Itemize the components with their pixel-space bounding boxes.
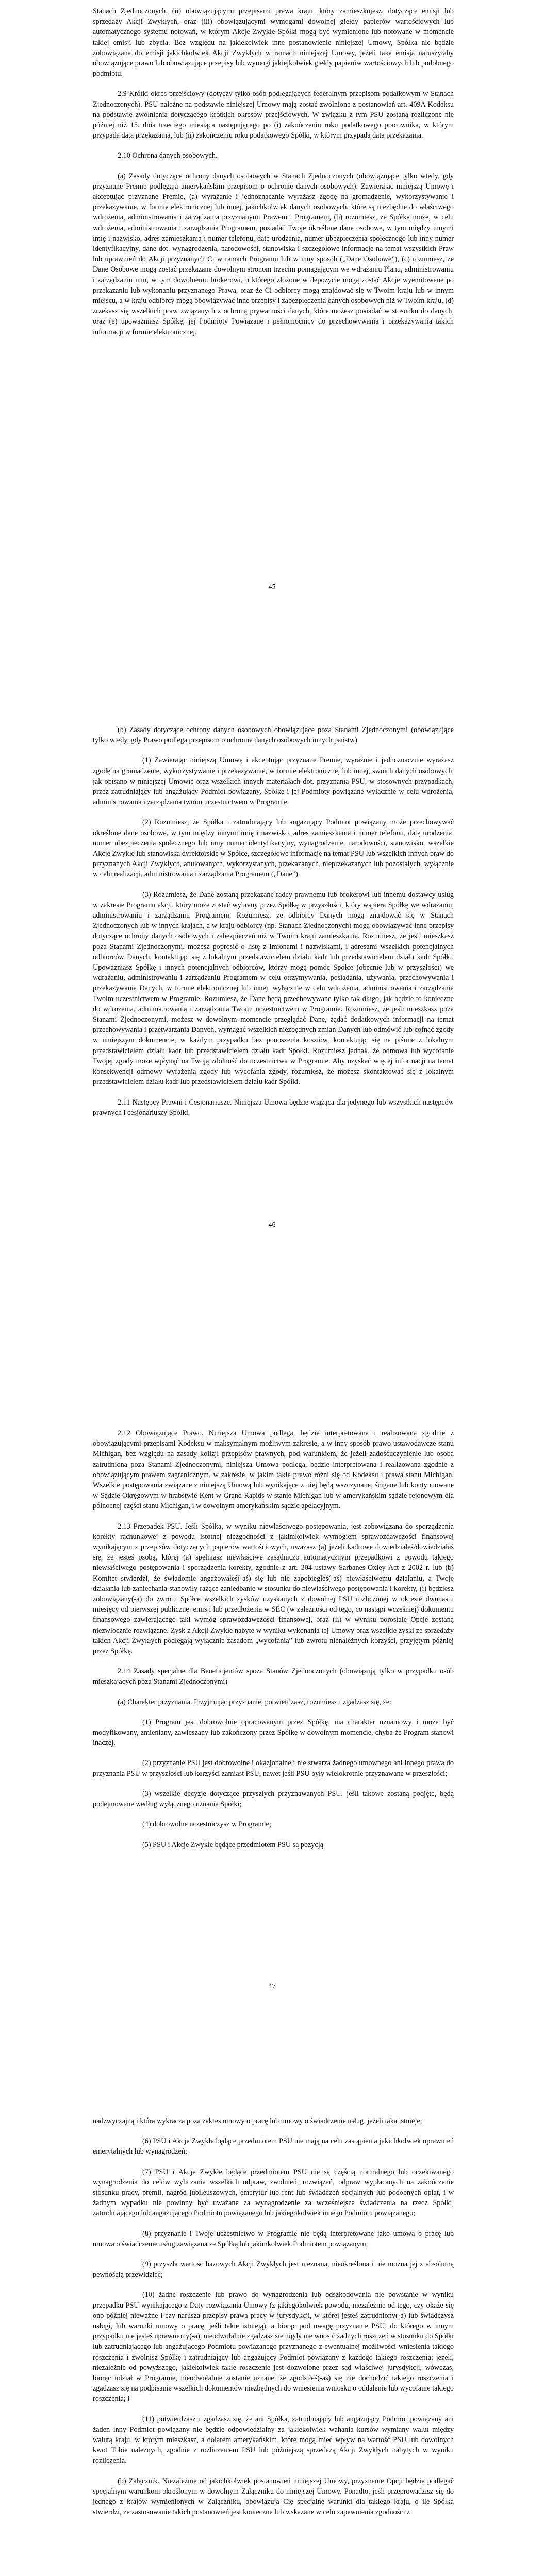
section-2-14-b: (b) Załącznik. Niezależnie od jakichkolwiek postanowień niniejszej Umowy, przyznanie Opcji będzie podlegać specjalnym warunkom określonym w dowolnym Załączniku do niniejszej Umowy. Ponadto, jeśli przeprowadzisz się do jednego z krajów wymienionych w Załączniku, obowiązują Cię specjalne warunki dla takiego kraju, o ile Spółka stwierdzi, że zastosowanie takich postanowień jest konieczne lub wskazane w celu zapewnienia zgodności z — [93, 2477, 454, 2517]
item-2: (2) przyznanie PSU jest dobrowolne i okazjonalne i nie stwarza żadnego umownego ani innego prawa do przyznania PSU w przyszłości lub korzyści zamiast PSU, nawet jeśli PSU były wielokrotnie przyznawane w przeszłości; — [93, 1759, 454, 1778]
document-page-2 — [0, 703, 544, 1406]
page-number: 47 — [268, 1982, 276, 1990]
clause-2: (2) Rozumiesz, że Spółka i zatrudniający lub angażujący Podmiot powiązany może przechowywać określone dane osobowe, w tym między innymi imię i nazwisko, adres zamieszkania i numer telefonu, datę urodzenia, numer ubezpieczenia społecznego lub inny numer identyfikacyjny, wynagrodzenie, narodowości, stanowisko, wszelkie Akcje Zwykłe lub stanowiska dyrektorskie w Spółce, szczegółowe informacje na temat PSU lub wszelkich innych praw do przyznanych Akcji Zwykłych, anulowanych, wykorzystanych, przekazanych, nieprzekazanych lub pozostałych, wyłącznie w celu realizacji, administrowania i zarządzania Programem („Dane”). — [93, 818, 454, 879]
document-page-4 — [0, 2110, 544, 2576]
section-2-14-heading: 2.14 Zasady specjalne dla Beneficjentów spoza Stanów Zjednoczonych (obowiązują tylko w przypadku osób mieszkających poza Stanami Zjednoczonymi) — [93, 1667, 454, 1686]
item-3: (3) wszelkie decyzje dotyczące przyszłych przyznawanych PSU, jeśli takowe zostaną podjęte, będą podejmowane według wyłącznego uznania Spółki; — [93, 1789, 454, 1809]
item-4: (4) dobrowolne uczestniczysz w Programie; — [142, 1820, 271, 1829]
page-number: 46 — [268, 1221, 276, 1229]
item-5-continued: nadzwyczajną i która wykracza poza zakres umowy o pracę lub umowy o świadczenie usług, jeżeli taka istnieje; — [93, 2117, 422, 2125]
item-1: (1) Program jest dobrowolnie opracowanym przez Spółkę, ma charakter uznaniowy i może być modyfikowany, zmieniany, zawieszany lub zakończony przez Spółkę w dowolnym momencie, chyba że Program stanowi inaczej, — [93, 1718, 454, 1748]
section-2-10-heading: 2.10 Ochrona danych osobowych. — [118, 151, 218, 160]
section-2-10-a: (a) Zasady dotyczące ochrony danych osobowych w Stanach Zjednoczonych (obowiązujące tylko wtedy, gdy przyznane Premie podlegają amerykańskim przepisom o ochronie danych osobowych). Zawierając niniejszą Umowę i akceptując przyznane Premie, (a) wyrażanie i jednoznacznie wyrażasz zgodę na gromadzenie, wykorzystywanie i przekazywanie, w formie elektronicznej lub innej, jakichkolwiek danych osobowych, które są niezbędne do właściwego wdrożenia, administrowania i zarządzania przyznanymi Prawem i Programem, (b) rozumiesz, że Spółka może, w celu wdrożenia, administrowania i zarządzania Programem, posiadać Twoje określone dane osobowe, w tym między innymi imię i nazwisko, adres zamieszkania i numer telefonu, datę urodzenia, numer ubezpieczenia społecznego lub inny numer identyfikacyjny, dane dot. wynagrodzenia, narodowości, stanowiska i szczegółowe informacje na temat wszystkich Praw lub uprawnień do Akcji przyznanych Ci w ramach Programu lub w inny sposób („Dane Osobowe”), (c) rozumiesz, że Dane Osobowe mogą zostać przekazane dowolnym stronom trzecim pomagającym we wdrażaniu Planu, administrowaniu i zarządzaniu nim, w tym dowolnemu brokerowi, u którego złożone w depozycie mogą zostać Akcje wyemitowane po przekazaniu lub wykonaniu przyznanego Prawa, oraz że Ci odbiorcy mogą znajdować się w Twoim kraju lub w innym miejscu, a w kraju odbiorcy mogą obowiązywać inne przepisy i zabezpieczenia danych osobowych niż w Twoim kraju, (d) zrzekasz się wszelkich praw związanych z ochroną prywatności danych, które możesz posiadać w stosunku do danych, oraz (e) upoważniasz Spółkę, jej Podmioty Powiązane i pełnomocnicy do przechowywania i przekazywania takich informacji w formie elektronicznej. — [93, 172, 454, 336]
section-2-10-b: (b) Zasady dotyczące ochrony danych osobowych obowiązujące poza Stanami Zjednoczonymi (obowiązujące tylko wtedy, gdy Prawo podlega przepisom o ochronie danych osobowych innych państw) — [93, 726, 454, 745]
item-8: (8) przyznanie i Twoje uczestnictwo w Programie nie będą interpretowane jako umowa o pracę lub umowa o świadczenie usług zawiązana ze Spółką lub jakimkolwiek Podmiotem powiązanym; — [93, 2229, 454, 2248]
page-number: 45 — [268, 583, 276, 591]
item-11: (11) potwierdzasz i zgadzasz się, że ani Spółka, zatrudniający lub angażujący Podmiot powiązany ani żaden inny Podmiot powiązany nie będzie odpowiedzialny za jakiekolwiek wahania kursów wymiany walut między walutą kraju, w którym mieszkasz, a dolarem amerykańskim, które mogą mieć wpływ na wartość PSU lub dowolnych kwot Tobie należnych, zgodnie z rozliczeniem PSU lub późniejszą sprzedażą Akcji Zwykłych nabytych w wyniku rozliczenia. — [93, 2415, 454, 2465]
document-page-3 — [0, 1406, 544, 2110]
page-1-content — [93, 6, 454, 347]
section-2-11: 2.11 Następcy Prawni i Cesjonariusze. Niniejsza Umowa będzie wiążąca dla jedynego lub wszystkich następców prawnych i cesjonariuszy Spółki. — [93, 1098, 454, 1117]
section-2-13: 2.13 Przepadek PSU. Jeśli Spółka, w wyniku niewłaściwego postępowania, jest zobowiązana do sporządzenia korekty rachunkowej z powodu istotnej niezgodności z jakimkolwiek wymogiem sprawozdawczości finansowej wynikającym z przepisów dotyczących papierów wartościowych, uważasz (a) jeżeli kadrowe dowiedziałeś/dowiedziałaś się, że jesteś osobą, której (a) spełniasz niewłaściwe zasadniczo automatycznym przepadkowi z powodu takiego niewłaściwego postępowania i sporządzenia korekty, zgodnie z art. 304 ustawy Sarbanes-Oxley Act z 2002 r. lub (b) Komitet stwierdzi, że świadomie angażowałeś(-aś) się lub nie zapobiegłeś(-aś) niewłaściwemu działaniu, a Twoje działania lub zaniechania stanowiły rażące zaniedbanie w stosunku do niewłaściwego postępowania i korekty, (i) będziesz zobowiązany(-a) do zwrotu Spółce wszelkich zysków uzyskanych z dowolnej PSU rozliczonej w okresie dwunastu miesięcy od pierwszej publicznej emisji lub przedłożenia w SEC (w zależności od tego, co nastąpi wcześniej) dokumentu finansowego zawierającego taki wymóg sprawozdawczości finansowej, oraz (ii) w wyniku porostałe Opcje zostaną niezwłocznie rozwiązane. Zysk z Akcji Zwykłe nabyte w wyniku wykonania tej Umowy oraz wszelkie zyski ze sprzedaży takich Akcji Zwykłych podlegają wyłącznie zasadom „wycofania” lub zwrotu nienależnych korzyści, przyjętym później przez Spółkę. — [93, 1522, 454, 1656]
page-3-content — [93, 1428, 454, 1860]
clause-1: (1) Zawierając niniejszą Umowę i akceptując przyznane Premie, wyraźnie i jednoznacznie wyrażasz zgodę na gromadzenie, wykorzystywanie i przekazywanie, w formie elektronicznej lub innej, swoich danych osobowych, jak opisano w niniejszej Umowie oraz wszelkich innych materiałach dot. przyznania PSU, w stosownych przypadkach, przez zatrudniający lub angażujący Podmiot powiązany, Spółkę i jej Podmioty powiązane wyłącznie w celu wdrożenia, administrowania i zarządzania twoim uczestnictwem w Programie. — [93, 756, 454, 807]
document-page-1 — [0, 0, 544, 703]
page-4-content — [93, 2116, 454, 2528]
section-2-12: 2.12 Obowiązujące Prawo. Niniejsza Umowa podlega, będzie interpretowana i realizowana zgodnie z obowiązującymi przepisami Kodeksu w maksymalnym możliwym zakresie, a w inny sposób prawo ustawodawcze stanu Michigan, bez względu na zasady kolizji przepisów prawnych, pod warunkiem, że jeżeli zadośćuczynienie lub osoba zatrudniona poza Stanami Zjednoczonymi, niniejsza Umowa podlega, będzie interpretowana i realizowana zgodnie z obowiązującym prawem zagranicznym, w zakresie, w jakim takie prawo różni się od Kodeksu i prawa stanu Michigan. Wszelkie postępowania związane z niniejszą Umową lub wynikające z niej będą wszczynane, ścigane lub kontynuowane w Sądzie Okręgowym w hrabstwie Kent w Grand Rapids w stanie Michigan lub w amerykańskim sądzie rejonowym dla północnej części stanu Michigan, i w dowolnym amerykańskim sądzie apelacyjnym. — [93, 1429, 454, 1511]
paragraph: Stanach Zjednoczonych, (ii) obowiązującymi przepisami prawa kraju, który zamieszkujesz, dotyczące emisji lub sprzedaży Akcji Zwykłych, oraz (iii) obowiązującymi wymogami dowolnej giełdy papierów wartościowych lub automatycznego systemu notowań, w którym Akcje Zwykłe Spółki mogą być wymienione lub notowane w momencie takiej emisji lub zbycia. Bez względu na jakiekolwiek inne postanowienie niniejszej Umowy, Spółka nie będzie zobowiązana do emisji jakichkolwiek Akcji Zwykłych w ramach niniejszej Umowy, jeżeli taka emisja naruszyłaby obowiązujące prawo lub obowiązujące przepisy lub wymogi jakiejkolwiek giełdy papierów wartościowych lub podobnego podmiotu. — [93, 7, 454, 78]
section-2-9: 2.9 Krótki okres przejściowy (dotyczy tylko osób podlegających federalnym przepisom podatkowym w Stanach Zjednoczonych). PSU należne na podstawie niniejszej Umowy mają zostać zwolnione z postanowień art. 409A Kodeksu na podstawie zwolnienia dotyczącego krótkich okresów przejściowych. W związku z tym PSU zostaną rozliczone nie później niż 15. dnia trzeciego miesiąca następującego po (i) zakończeniu roku podatkowego pracownika, w którym przypada data przekazania, lub (ii) zakończeniu roku podatkowego Spółki, w którym przypada data przekazania. — [93, 90, 454, 140]
item-9: (9) przyszła wartość bazowych Akcji Zwykłych jest nieznana, nieokreślona i nie można jej z absolutną pewnością przewidzieć; — [93, 2260, 454, 2279]
clause-3: (3) Rozumiesz, że Dane zostaną przekazane radcy prawnemu lub brokerowi lub innemu dostawcy usług w zakresie Programu akcji, który może zostać wybrany przez Spółkę w przyszłości, który wspiera Spółkę we wdrażaniu, administrowaniu i zarządzaniu Programem. Rozumiesz, że odbiorcy Danych mogą znajdować się w Stanach Zjednoczonych lub w innych krajach, a w kraju odbiorcy (np. Stanach Zjednoczonych) mogą obowiązywać inne przepisy dotyczące ochrony danych osobowych i zabezpieczeń niż w Twoim kraju zamieszkania. Rozumiesz, że jeśli mieszkasz poza Stanami Zjednoczonymi, możesz poprosić o listę z imionami i nazwiskami, i adresami wszelkich potencjalnych odbiorców Danych, kontaktując się z lokalnym przedstawicielem działu kadr lub przedstawicielem działu kadr Spółki. Upoważniasz Spółkę i innych potencjalnych odbiorców, którzy mogą pomóc Spółce (obecnie lub w przyszłości) we wdrażaniu, administrowaniu i zarządzaniu Programem w celu otrzymywania, posiadania, używania, przechowywania i przekazywania Danych, w formie elektronicznej lub innej, wyłącznie w celu wdrożenia, administrowania i zarządzania Twoim uczestnictwem w Programie. Rozumiesz, że Dane będą przechowywane tylko tak długo, jak będzie to konieczne do wdrożenia, administrowania i zarządzania Twoim uczestnictwem w Programie. Rozumiesz, że jeśli mieszkasz poza Stanami Zjednoczonymi, możesz w dowolnym momencie przeglądać Dane, żądać dodatkowych informacji na temat przechowywania i przetwarzania Danych, wymagać wszelkich niezbędnych zmian Danych lub odmówić lub cofnąć zgody w niniejszym dokumencie, w każdym przypadku bez ponoszenia kosztów, kontaktując się na piśmie z lokalnym przedstawicielem działu kadr lub przedstawicielem działu kadr Spółki. Rozumiesz jednak, że odmowa lub wycofanie Twojej zgody może wpłynąć na Twoją zdolność do uczestnictwa w Programie. Aby uzyskać więcej informacji na temat konsekwencji odmowy wyrażenia zgody lub wycofania zgody, rozumiesz, że możesz skontaktować się z lokalnym przedstawicielem działu kadr lub przedstawicielem działu kadr Spółki. — [93, 890, 454, 1087]
item-5: (5) PSU i Akcje Zwykłe będące przedmiotem PSU są pozycją — [142, 1840, 324, 1849]
item-6: (6) PSU i Akcje Zwykłe będące przedmiotem PSU nie mają na celu zastąpienia jakichkolwiek uprawnień emerytalnych lub wynagrodzeń; — [93, 2137, 454, 2156]
item-10: (10) żadne roszczenie lub prawo do wynagrodzenia lub odszkodowania nie powstanie w wyniku przepadku PSU wynikającego z Daty rozwiązania Umowy (z jakiegokolwiek powodu, niezależnie od tego, czy okaże się ono później nieważne i czy narusza przepisy prawa pracy w jurysdykcji, w której jesteś zatrudniony(-a) lub świadczysz usługi, lub warunki umowy o pracę, jeśli takie istnieją), a biorąc pod uwagę przyznanie PSU, do którego w innym przypadku nie jesteś uprawniony(-a), nieodwołalnie zgadzasz się nigdy nie wnosić żadnych roszczeń w stosunku do Spółki lub zatrudniającego lub angażującego Podmiotu powiązanego przyznanego z ewentualnej możliwości wniesienia takiego roszczenia i zwolnisz Spółkę i zatrudniający lub angażujący Podmiot powiązany z każdego takiego roszczenia; jeżeli, niezależnie od powyższego, jakiekolwiek takie roszczenie jest dozwolone przez sąd właściwej jurysdykcji, wówczas, biorąc udział w Programie, nieodwołalnie zostanie uznane, że zgodziłeś(-aś) się nie dochodzić takiego roszczenia i zgadzasz się na podpisanie wszelkich dokumentów niezbędnych do wniesienia wniosku o oddalenie lub wycofanie takiego roszczenia; i — [93, 2291, 454, 2403]
page-2-content — [93, 725, 454, 1128]
item-7: (7) PSU i Akcje Zwykłe będące przedmiotem PSU nie są częścią normalnego lub oczekiwanego wynagrodzenia do celów wyliczania wszelkich odpraw, zwolnień, rozwiązań, odpraw wypłacanych na zakończenie stosunku pracy, premii, nagród jubileuszowych, emerytur lub rent lub świadczeń socjalnych lub podobnych opłat, i w żadnym wypadku nie powinny być uważane za wynagrodzenie za wcześniejsze świadczenia na rzecz Spółki, zatrudniającego lub angażującego Podmiotu powiązanego lub jakiegokolwiek innego Podmiotu powiązanego; — [93, 2167, 454, 2218]
section-2-14-a: (a) Charakter przyznania. Przyjmując przyznanie, potwierdzasz, rozumiesz i zgadzasz się, że: — [118, 1698, 391, 1706]
